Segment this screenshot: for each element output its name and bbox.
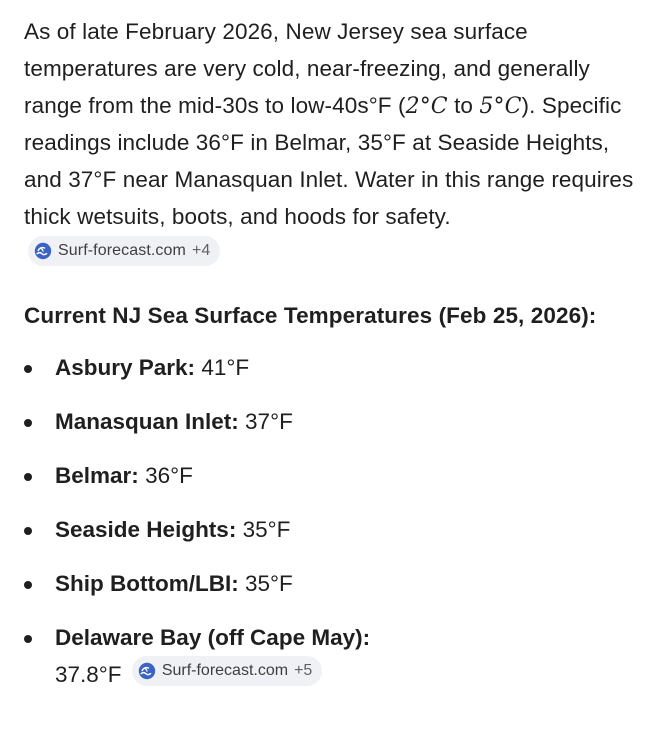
temperature-value: 36°F — [145, 462, 193, 488]
surf-forecast-logo-icon — [34, 242, 52, 260]
location-label: Seaside Heights: — [55, 516, 237, 542]
bullet-icon — [24, 419, 32, 427]
source-chip-label: Surf-forecast.com — [161, 661, 289, 679]
surf-forecast-logo-icon — [138, 662, 156, 680]
source-chip[interactable] — [132, 656, 323, 686]
list-item — [24, 350, 636, 386]
bullet-icon — [24, 581, 32, 589]
math-low-temp: 2°C — [405, 93, 448, 119]
bullet-icon — [24, 365, 32, 373]
temperature-list — [24, 350, 636, 693]
location-label: Manasquan Inlet: — [55, 408, 239, 434]
summary-paragraph — [24, 14, 636, 274]
source-chip-count: +5 — [294, 661, 313, 679]
list-item — [24, 620, 636, 693]
source-chip-label: Surf-forecast.com — [58, 241, 186, 259]
summary-text-intro: As of late February 2026, New Jersey sea surface temperatures are very cold, near-freezing, and generally range from the mid-30s to low-40s°F ( — [24, 19, 590, 118]
ai-answer-content — [24, 14, 636, 693]
location-label: Delaware Bay (off Cape May): — [55, 624, 371, 650]
temperature-value: 37.8°F — [55, 661, 122, 687]
temperature-value: 35°F — [244, 570, 293, 596]
location-label: Ship Bottom/LBI: — [55, 570, 239, 596]
bullet-icon — [24, 527, 32, 535]
summary-text-rest: ). Specific readings include 36°F in Belmar, 35°F at Seaside Heights, and 37°F near Manasquan Inlet. Water in this range requires thick wetsuits, boots, and hoods for safety. — [24, 92, 634, 229]
source-chip-count: +4 — [191, 241, 211, 259]
temperature-value: 37°F — [245, 408, 293, 434]
math-to-word: to — [447, 92, 480, 118]
location-label: Belmar: — [55, 462, 139, 488]
list-item — [24, 512, 636, 548]
bullet-icon — [24, 635, 32, 643]
list-item — [24, 404, 636, 440]
bullet-icon — [24, 473, 32, 481]
list-item — [24, 566, 636, 602]
location-label: Asbury Park: — [55, 354, 196, 380]
math-high-temp: 5°C — [479, 93, 522, 119]
source-chip[interactable] — [28, 236, 220, 266]
list-item — [24, 458, 636, 494]
temperature-value: 35°F — [242, 516, 291, 542]
section-heading: Current NJ Sea Surface Temperatures (Feb 25, 2026): — [24, 302, 597, 328]
temperature-value: 41°F — [201, 354, 250, 380]
